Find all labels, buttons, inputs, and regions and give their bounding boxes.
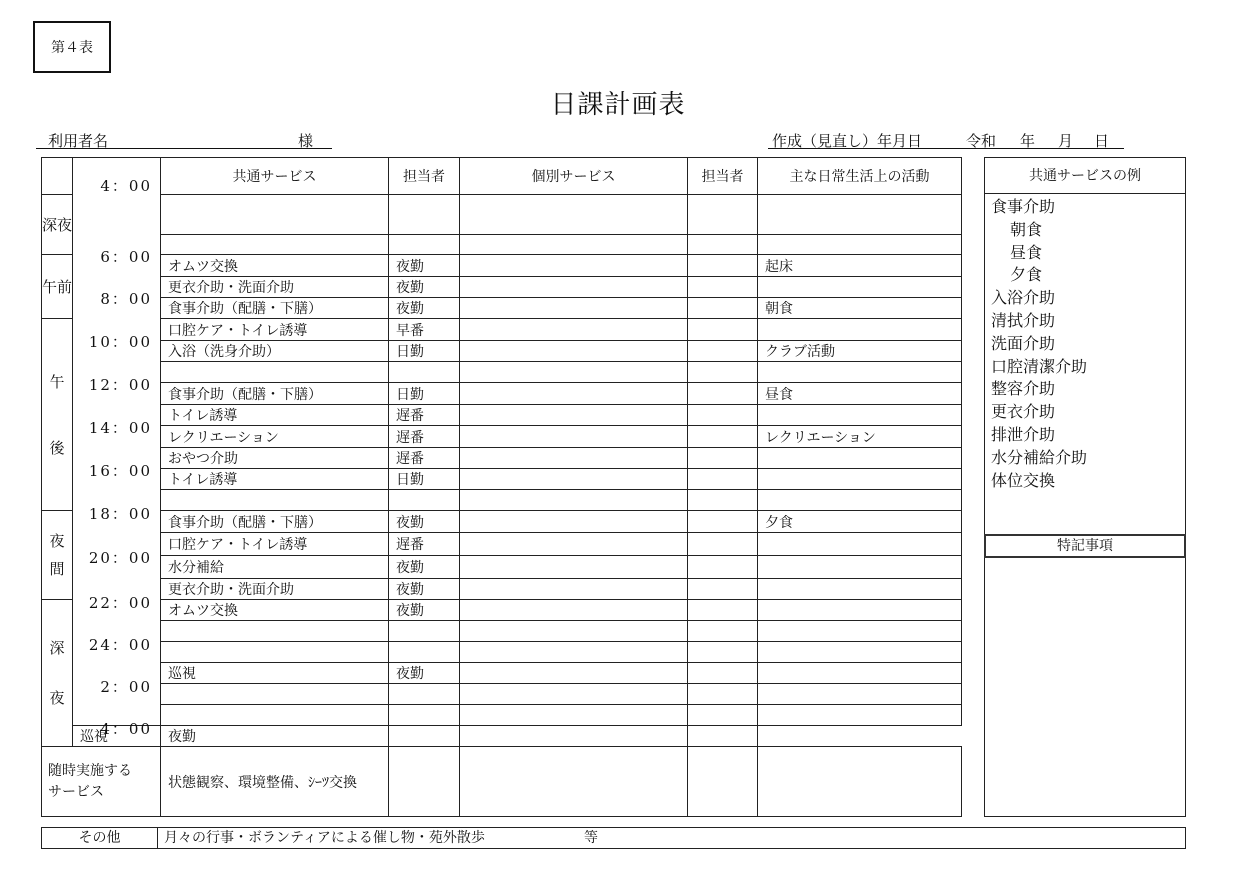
activity-cell <box>758 319 962 341</box>
activity-cell <box>758 705 962 726</box>
staff-cell: 夜勤 <box>389 511 460 533</box>
time-label: 14：00 <box>88 419 153 437</box>
staff-cell <box>389 621 460 642</box>
individual-cell <box>460 663 688 684</box>
time-label: 18：00 <box>88 505 153 523</box>
era-label: 令和 <box>966 132 997 150</box>
header-common-service: 共通サービス <box>161 158 389 195</box>
staff-cell <box>460 726 688 747</box>
example-item: 整容介助 <box>991 379 1056 399</box>
schedule-row <box>42 255 962 277</box>
time-label: 24：00 <box>88 636 153 654</box>
schedule-row <box>42 579 962 600</box>
staff-cell <box>688 448 758 469</box>
cell <box>460 747 688 817</box>
time-label: 2：00 <box>100 678 153 696</box>
section-label: 午前 <box>42 255 73 319</box>
schedule-row <box>42 511 962 533</box>
staff-cell <box>688 469 758 490</box>
example-item: 入浴介助 <box>991 288 1056 308</box>
schedule-row <box>42 383 962 405</box>
service-cell: 食事介助（配膳・下膳） <box>161 298 389 319</box>
time-label: 8：00 <box>100 290 153 308</box>
staff-cell <box>688 579 758 600</box>
schedule-row <box>42 405 962 426</box>
example-item: 食事介助 <box>991 197 1056 216</box>
honorific: 様 <box>298 132 314 150</box>
adhoc-label: 随時実施する サービス <box>42 747 161 817</box>
staff-cell <box>688 277 758 298</box>
section-label-char: 夜 <box>49 689 65 707</box>
time-label: 20：00 <box>88 549 153 567</box>
other-label: その他 <box>42 828 158 848</box>
notes-heading: 特記事項 <box>984 534 1186 558</box>
individual-cell <box>460 642 688 663</box>
section-label <box>42 511 73 600</box>
staff-cell <box>688 705 758 726</box>
staff-cell: 夜勤 <box>389 579 460 600</box>
time-label: 4：00 <box>100 177 153 195</box>
staff-cell <box>389 362 460 383</box>
other-suffix: 等 <box>584 830 598 846</box>
page-title: 日課計画表 <box>550 90 686 120</box>
staff-cell <box>688 663 758 684</box>
month-label: 月 <box>1058 132 1074 150</box>
staff-cell <box>688 319 758 341</box>
examples-list <box>991 196 1087 492</box>
schedule-row <box>42 341 962 362</box>
individual-cell <box>460 448 688 469</box>
example-item: 体位交換 <box>991 470 1056 490</box>
service-cell: 更衣介助・洗面介助 <box>161 277 389 298</box>
schedule-row <box>42 448 962 469</box>
individual-cell <box>460 600 688 621</box>
service-cell <box>161 362 389 383</box>
example-item: 清拭介助 <box>991 310 1056 330</box>
staff-cell <box>688 383 758 405</box>
form-number: 第４表 <box>51 40 93 56</box>
staff-cell <box>389 490 460 511</box>
time-label: 6：00 <box>100 248 153 266</box>
year-label: 年 <box>1020 132 1036 150</box>
individual-cell <box>460 426 688 448</box>
activity-cell <box>758 556 962 579</box>
section-label <box>42 319 73 511</box>
staff-cell: 夜勤 <box>389 556 460 579</box>
example-item: 夕食 <box>1010 265 1043 285</box>
staff-cell <box>688 556 758 579</box>
user-name-label: 利用者名 <box>48 132 109 150</box>
service-cell: おやつ介助 <box>161 448 389 469</box>
schedule-row <box>42 621 962 642</box>
form-number-box <box>33 21 111 73</box>
activity-cell <box>688 726 758 747</box>
individual-cell <box>460 469 688 490</box>
activity-cell: 朝食 <box>758 298 962 319</box>
examples-heading: 共通サービスの例 <box>984 157 1186 194</box>
activity-cell <box>758 684 962 705</box>
service-cell: 巡視 <box>73 726 161 747</box>
header-staff: 担当者 <box>688 158 758 195</box>
staff-cell <box>389 642 460 663</box>
staff-cell <box>688 255 758 277</box>
example-item: 朝食 <box>1010 219 1043 239</box>
activity-cell <box>758 579 962 600</box>
staff-cell: 日勤 <box>389 383 460 405</box>
staff-cell: 日勤 <box>389 341 460 362</box>
service-cell <box>161 490 389 511</box>
staff-cell <box>688 642 758 663</box>
individual-cell <box>460 277 688 298</box>
individual-cell <box>460 235 688 255</box>
staff-cell: 遅番 <box>389 533 460 556</box>
cell <box>688 747 758 817</box>
activity-cell <box>758 362 962 383</box>
staff-cell <box>688 684 758 705</box>
service-cell <box>161 684 389 705</box>
example-item: 更衣介助 <box>991 402 1056 422</box>
service-cell: 食事介助（配膳・下膳） <box>161 511 389 533</box>
service-cell <box>161 195 389 235</box>
schedule-row <box>42 663 962 684</box>
schedule-row <box>42 705 962 726</box>
service-cell: 水分補給 <box>161 556 389 579</box>
time-label: 22：00 <box>88 594 153 612</box>
section-label: 深夜 <box>42 195 73 255</box>
column-header-row <box>42 158 962 195</box>
individual-cell <box>460 684 688 705</box>
individual-cell <box>460 556 688 579</box>
staff-cell <box>688 533 758 556</box>
cell <box>758 747 962 817</box>
individual-cell <box>460 490 688 511</box>
activity-cell <box>758 277 962 298</box>
header-daily-activity: 主な日常生活上の活動 <box>758 158 962 195</box>
schedule-row <box>42 556 962 579</box>
activity-cell <box>758 621 962 642</box>
schedule-row <box>42 490 962 511</box>
staff-cell <box>688 235 758 255</box>
individual-cell <box>460 195 688 235</box>
section-label-char: 深 <box>49 639 65 657</box>
activity-cell <box>758 235 962 255</box>
staff-cell <box>688 490 758 511</box>
individual-cell <box>460 705 688 726</box>
staff-cell: 夜勤 <box>389 255 460 277</box>
activity-cell <box>758 195 962 235</box>
example-item: 昼食 <box>1010 242 1043 262</box>
activity-cell <box>758 642 962 663</box>
staff-cell <box>688 341 758 362</box>
activity-cell <box>758 405 962 426</box>
example-item: 口腔清潔介助 <box>991 356 1088 376</box>
service-cell: オムツ交換 <box>161 255 389 277</box>
time-label: 16：00 <box>88 462 153 480</box>
service-cell: トイレ誘導 <box>161 469 389 490</box>
service-cell <box>161 705 389 726</box>
staff-cell: 遅番 <box>389 426 460 448</box>
individual-cell <box>460 255 688 277</box>
service-cell: 更衣介助・洗面介助 <box>161 579 389 600</box>
activity-cell: レクリエーション <box>758 426 962 448</box>
activity-cell <box>758 600 962 621</box>
other-content: 月々の行事・ボランティアによる催し物・苑外散歩 <box>164 830 485 846</box>
schedule-row <box>42 642 962 663</box>
individual-cell <box>389 726 460 747</box>
schedule-row <box>42 600 962 621</box>
staff-cell <box>389 195 460 235</box>
schedule-row <box>42 426 962 448</box>
service-cell: トイレ誘導 <box>161 405 389 426</box>
schedule-row <box>42 235 962 255</box>
staff-cell <box>688 600 758 621</box>
activity-cell <box>758 469 962 490</box>
example-item: 洗面介助 <box>991 333 1056 353</box>
day-label: 日 <box>1094 132 1110 150</box>
header-individual-service: 個別サービス <box>460 158 688 195</box>
service-cell: 巡視 <box>161 663 389 684</box>
activity-cell: 夕食 <box>758 511 962 533</box>
example-item: 水分補給介助 <box>991 447 1088 467</box>
staff-cell <box>688 426 758 448</box>
staff-cell <box>688 405 758 426</box>
staff-cell <box>688 298 758 319</box>
created-date-label: 作成（見直し）年月日 <box>772 132 923 150</box>
section-label-char: 間 <box>49 560 65 578</box>
cell <box>389 747 460 817</box>
schedule-row <box>42 469 962 490</box>
staff-cell: 遅番 <box>389 448 460 469</box>
schedule-row <box>42 298 962 319</box>
schedule-row <box>42 362 962 383</box>
time-label: 12：00 <box>88 376 153 394</box>
header-staff: 担当者 <box>389 158 460 195</box>
activity-cell: クラブ活動 <box>758 341 962 362</box>
individual-cell <box>460 533 688 556</box>
staff-cell: 遅番 <box>389 405 460 426</box>
service-cell: レクリエーション <box>161 426 389 448</box>
created-date-line <box>768 130 1124 149</box>
section-header-blank <box>42 158 73 195</box>
staff-cell: 夜勤 <box>161 726 389 747</box>
schedule-row <box>42 684 962 705</box>
schedule-row <box>42 195 962 235</box>
daily-schedule-table <box>41 157 962 817</box>
service-cell: 入浴（洗身介助） <box>161 341 389 362</box>
adhoc-content: 状態観察、環境整備、ｼｰﾂ交換 <box>161 747 389 817</box>
staff-cell <box>688 511 758 533</box>
staff-cell: 日勤 <box>389 469 460 490</box>
activity-cell: 起床 <box>758 255 962 277</box>
section-label-char: 夜 <box>49 532 65 550</box>
section-label <box>42 600 73 747</box>
service-cell: 口腔ケア・トイレ誘導 <box>161 533 389 556</box>
section-label-char: 午 <box>49 372 65 391</box>
activity-cell <box>758 490 962 511</box>
individual-cell <box>460 362 688 383</box>
staff-cell <box>389 705 460 726</box>
schedule-row <box>42 319 962 341</box>
other-row <box>41 827 1186 849</box>
staff-cell: 早番 <box>389 319 460 341</box>
adhoc-row <box>42 747 962 817</box>
service-cell <box>161 642 389 663</box>
individual-cell <box>460 298 688 319</box>
staff-cell: 夜勤 <box>389 663 460 684</box>
staff-cell <box>688 362 758 383</box>
staff-cell <box>688 195 758 235</box>
service-cell: オムツ交換 <box>161 600 389 621</box>
activity-cell <box>758 533 962 556</box>
individual-cell <box>460 511 688 533</box>
staff-cell <box>389 684 460 705</box>
schedule-row <box>42 726 962 747</box>
activity-cell: 昼食 <box>758 383 962 405</box>
individual-cell <box>460 579 688 600</box>
activity-cell <box>758 663 962 684</box>
staff-cell: 夜勤 <box>389 298 460 319</box>
service-cell <box>161 235 389 255</box>
section-label-char: 後 <box>49 438 65 457</box>
individual-cell <box>460 319 688 341</box>
individual-cell <box>460 621 688 642</box>
activity-cell <box>758 448 962 469</box>
schedule-row <box>42 533 962 556</box>
service-cell: 口腔ケア・トイレ誘導 <box>161 319 389 341</box>
service-cell: 食事介助（配膳・下膳） <box>161 383 389 405</box>
time-label: 10：00 <box>88 333 153 351</box>
staff-cell: 夜勤 <box>389 277 460 298</box>
individual-cell <box>460 383 688 405</box>
individual-cell <box>460 405 688 426</box>
staff-cell <box>389 235 460 255</box>
example-item: 排泄介助 <box>991 424 1056 444</box>
service-cell <box>161 621 389 642</box>
individual-cell <box>460 341 688 362</box>
user-name-line <box>36 130 332 149</box>
staff-cell: 夜勤 <box>389 600 460 621</box>
schedule-row <box>42 277 962 298</box>
time-label: 4：00 <box>100 720 153 738</box>
staff-cell <box>688 621 758 642</box>
